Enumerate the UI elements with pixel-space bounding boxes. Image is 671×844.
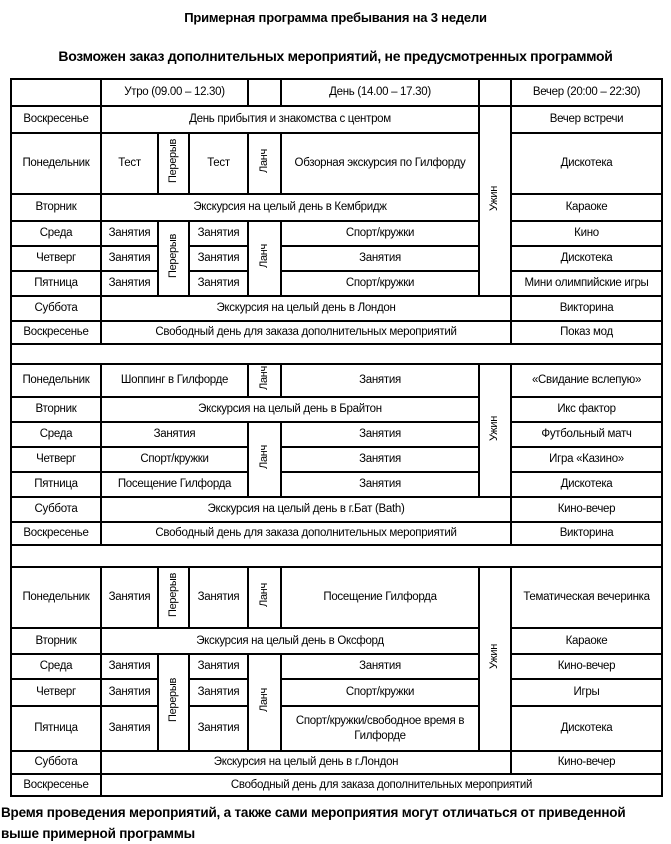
day-label: Воскресенье <box>11 106 101 133</box>
evening-activity-cell: Дискотека <box>511 472 662 497</box>
week2-friday-row <box>11 472 662 497</box>
footer-note: Время проведения мероприятий, а также сами мероприятия могут отличаться от приведенной выше примерной программы <box>1 805 626 841</box>
week1-saturday-row <box>11 296 662 321</box>
lunch-cell <box>248 567 281 628</box>
lunch-cell <box>248 221 281 296</box>
evening-activity-cell: Игры <box>511 679 662 706</box>
dinner-vertical-label: Ужин <box>488 644 501 670</box>
break-cell <box>158 221 189 296</box>
evening-activity-cell: Футбольный матч <box>511 422 662 447</box>
evening-activity-cell: Мини олимпийские игры <box>511 271 662 296</box>
day-label: Среда <box>11 654 101 679</box>
header-day-cell: День (14.00 – 17.30) <box>281 79 479 106</box>
lunch-cell <box>248 654 281 751</box>
header-morning-cell: Утро (09.00 – 12.30) <box>101 79 248 106</box>
morning2-cell: Занятия <box>189 706 248 751</box>
break-vertical-label: Перерыв <box>166 234 179 279</box>
break-vertical-label: Перерыв <box>166 139 179 184</box>
afternoon-activity-cell: Занятия <box>281 364 479 397</box>
break-cell <box>158 654 189 751</box>
week1-tuesday-row <box>11 194 662 221</box>
week1-thursday-row <box>11 246 662 271</box>
day-label: Понедельник <box>11 364 101 397</box>
main-activity-cell: Экскурсия на целый день в Оксфорд <box>101 628 479 654</box>
week3-tuesday-row <box>11 628 662 654</box>
morning-activity-cell: Шоппинг в Гилфорде <box>101 364 248 397</box>
day-label: Понедельник <box>11 567 101 628</box>
main-activity-cell: Свободный день для заказа дополнительных мероприятий <box>101 522 511 545</box>
day-label: Воскресенье <box>11 522 101 545</box>
day-label: Суббота <box>11 751 101 774</box>
morning2-cell: Занятия <box>189 567 248 628</box>
day-label: Воскресенье <box>11 774 101 796</box>
evening-activity-cell: Кино-вечер <box>511 654 662 679</box>
morning-activity-cell: Занятия <box>101 422 248 447</box>
schedule-table <box>10 78 663 797</box>
day-label: Вторник <box>11 194 101 221</box>
afternoon-activity-cell: Занятия <box>281 422 479 447</box>
week1-friday-row <box>11 271 662 296</box>
afternoon-activity-cell: Занятия <box>281 447 479 472</box>
day-label: Вторник <box>11 628 101 654</box>
main-activity-cell: Свободный день для заказа дополнительных мероприятий <box>101 774 662 796</box>
morning1-cell: Занятия <box>101 246 158 271</box>
week1-sunday-row <box>11 106 662 133</box>
week1-wednesday-row <box>11 221 662 246</box>
day-label: Пятница <box>11 472 101 497</box>
lunch-vertical-label: Ланч <box>257 583 270 608</box>
evening-activity-cell: Караоке <box>511 628 662 654</box>
main-activity-cell: День прибытия и знакомства с центром <box>101 106 479 133</box>
main-activity-cell: Экскурсия на целый день в Лондон <box>101 296 511 321</box>
lunch-cell <box>248 364 281 397</box>
evening-activity-cell: Кино <box>511 221 662 246</box>
week2-saturday-row <box>11 497 662 522</box>
dinner-cell <box>479 364 511 497</box>
break-vertical-label: Перерыв <box>166 573 179 618</box>
header-lunch-spacer-cell <box>248 79 281 106</box>
week3-thursday-row <box>11 679 662 706</box>
week-separator-row <box>11 344 662 364</box>
header-dinner-spacer-cell <box>479 79 511 106</box>
day-label: Пятница <box>11 271 101 296</box>
header-corner-cell <box>11 79 101 106</box>
week3-wednesday-row <box>11 654 662 679</box>
morning1-cell: Занятия <box>101 706 158 751</box>
morning2-cell: Занятия <box>189 246 248 271</box>
afternoon-activity-cell: Занятия <box>281 246 479 271</box>
week2-monday-row <box>11 364 662 397</box>
lunch-vertical-label: Ланч <box>257 688 270 713</box>
evening-activity-cell: Дискотека <box>511 246 662 271</box>
morning1-cell: Занятия <box>101 221 158 246</box>
afternoon-activity-cell: Спорт/кружки/свободное время в Гилфорде <box>281 706 479 751</box>
week2-thursday-row <box>11 447 662 472</box>
break-vertical-label: Перерыв <box>166 678 179 723</box>
week3-monday-row <box>11 567 662 628</box>
lunch-cell <box>248 133 281 194</box>
week1-sunday2-row <box>11 321 662 344</box>
week1-monday-row <box>11 133 662 194</box>
main-activity-cell: Экскурсия на целый день в Кембридж <box>101 194 479 221</box>
day-label: Суббота <box>11 296 101 321</box>
afternoon-activity-cell: Посещение Гилфорда <box>281 567 479 628</box>
afternoon-activity-cell: Спорт/кружки <box>281 271 479 296</box>
evening-activity-cell: «Свидание вслепую» <box>511 364 662 397</box>
week3-saturday-row <box>11 751 662 774</box>
evening-activity-cell: Показ мод <box>511 321 662 344</box>
day-label: Вторник <box>11 397 101 422</box>
dinner-vertical-label: Ужин <box>488 186 501 212</box>
evening-activity-cell: Кино-вечер <box>511 497 662 522</box>
evening-activity-cell: Игра «Казино» <box>511 447 662 472</box>
week2-wednesday-row <box>11 422 662 447</box>
dinner-vertical-label: Ужин <box>488 415 501 441</box>
dinner-cell <box>479 106 511 296</box>
morning2-cell: Тест <box>189 133 248 194</box>
lunch-vertical-label: Ланч <box>257 149 270 174</box>
day-label: Среда <box>11 221 101 246</box>
dinner-cell <box>479 567 511 751</box>
main-activity-cell: Экскурсия на целый день в г.Бат (Bath) <box>101 497 511 522</box>
evening-activity-cell: Дискотека <box>511 133 662 194</box>
day-label: Четверг <box>11 679 101 706</box>
header-row <box>11 79 662 106</box>
week3-sunday-row <box>11 774 662 796</box>
week-separator-cell <box>11 344 662 364</box>
week-separator-cell <box>11 545 662 567</box>
day-label: Понедельник <box>11 133 101 194</box>
week-separator-row <box>11 545 662 567</box>
day-label: Воскресенье <box>11 321 101 344</box>
week2-sunday-row <box>11 522 662 545</box>
morning2-cell: Занятия <box>189 654 248 679</box>
morning1-cell: Занятия <box>101 271 158 296</box>
evening-activity-cell: Викторина <box>511 522 662 545</box>
morning2-cell: Занятия <box>189 271 248 296</box>
afternoon-activity-cell: Занятия <box>281 472 479 497</box>
morning-activity-cell: Спорт/кружки <box>101 447 248 472</box>
morning1-cell: Тест <box>101 133 158 194</box>
morning-activity-cell: Посещение Гилфорда <box>101 472 248 497</box>
evening-activity-cell: Тематическая вечеринка <box>511 567 662 628</box>
evening-activity-cell: Кино-вечер <box>511 751 662 774</box>
lunch-vertical-label: Ланч <box>257 366 270 391</box>
afternoon-activity-cell: Спорт/кружки <box>281 221 479 246</box>
evening-activity-cell: Викторина <box>511 296 662 321</box>
break-cell <box>158 133 189 194</box>
morning1-cell: Занятия <box>101 679 158 706</box>
lunch-vertical-label: Ланч <box>257 244 270 269</box>
page-title: Примерная программа пребывания на 3 недели <box>184 10 487 25</box>
morning2-cell: Занятия <box>189 679 248 706</box>
afternoon-activity-cell: Занятия <box>281 654 479 679</box>
evening-activity-cell: Караоке <box>511 194 662 221</box>
day-label: Четверг <box>11 447 101 472</box>
day-label: Четверг <box>11 246 101 271</box>
morning1-cell: Занятия <box>101 567 158 628</box>
lunch-cell <box>248 422 281 497</box>
afternoon-activity-cell: Спорт/кружки <box>281 679 479 706</box>
afternoon-activity-cell: Обзорная экскурсия по Гилфорду <box>281 133 479 194</box>
morning2-cell: Занятия <box>189 221 248 246</box>
page-subtitle: Возможен заказ дополнительных мероприятий, не предусмотренных программой <box>58 48 613 64</box>
evening-activity-cell: Икс фактор <box>511 397 662 422</box>
lunch-vertical-label: Ланч <box>257 445 270 470</box>
main-activity-cell: Экскурсия на целый день в Брайтон <box>101 397 479 422</box>
main-activity-cell: Свободный день для заказа дополнительных мероприятий <box>101 321 511 344</box>
day-label: Среда <box>11 422 101 447</box>
day-label: Пятница <box>11 706 101 751</box>
evening-activity-cell: Дискотека <box>511 706 662 751</box>
week3-friday-row <box>11 706 662 751</box>
day-label: Суббота <box>11 497 101 522</box>
week2-tuesday-row <box>11 397 662 422</box>
evening-activity-cell: Вечер встречи <box>511 106 662 133</box>
header-evening-cell: Вечер (20:00 – 22:30) <box>511 79 662 106</box>
main-activity-cell: Экскурсия на целый день в г.Лондон <box>101 751 511 774</box>
break-cell <box>158 567 189 628</box>
morning1-cell: Занятия <box>101 654 158 679</box>
